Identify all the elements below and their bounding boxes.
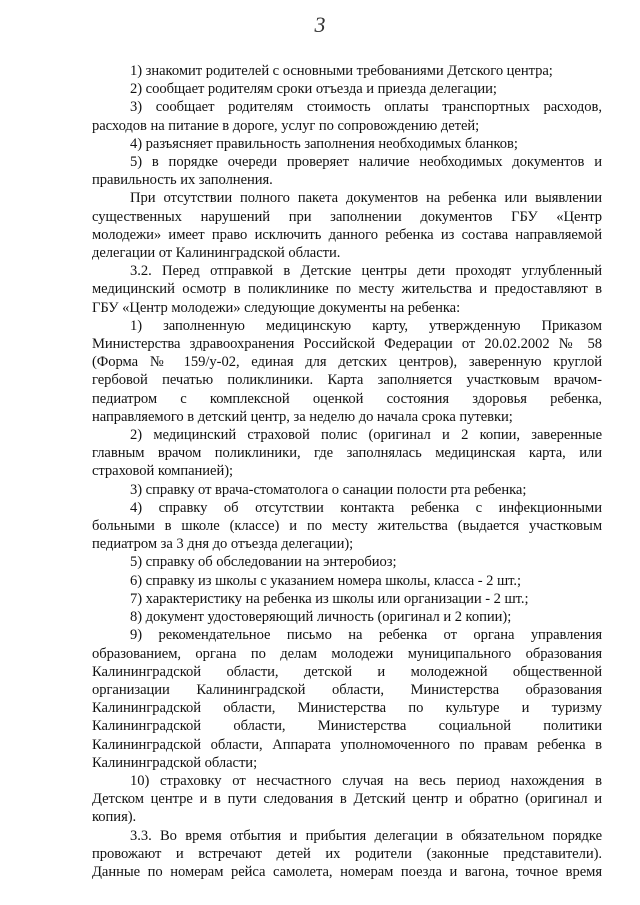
text-line: 3) сообщает родителям стоимость оплаты транспортных расходов, — [130, 99, 602, 116]
text-line: Калининградской области, Министерства социальной политики — [92, 718, 602, 735]
text-line: молодежи» имеет право исключить данного ребенка из состава направляемой — [92, 226, 602, 243]
text-line: правильность их заполнения. — [92, 172, 273, 189]
text-line: Калининградской области; — [92, 754, 258, 771]
text-line: 2) сообщает родителям сроки отъезда и приезда делегации; — [130, 81, 497, 98]
text-line: Детском центре и в пути следования в Детский центр и обратно (оригинал и — [92, 791, 602, 808]
text-line: больными в школе (классе) и по месту жительства (выдается участковым — [92, 518, 602, 535]
text-line: 1) заполненную медицинскую карту, утвержденную Приказом — [130, 317, 602, 334]
text-line: 3.3. Во время отбытия и прибытия делегации в обязательном порядке — [130, 827, 602, 844]
text-line: страховой компанией); — [92, 463, 234, 480]
text-line: ГБУ «Центр молодежи» следующие документы на ребенка: — [92, 299, 461, 316]
text-line: главным врачом поликлиники, где заполнялась медицинская карта, или — [92, 445, 602, 462]
text-line: гербовой печатью поликлиники. Карта заполняется участковым врачом- — [92, 372, 602, 389]
text-line: При отсутствии полного пакета документов на ребенка или выявлении — [130, 190, 602, 207]
text-line: расходов на питание в дороге, услуг по сопровождению детей; — [92, 117, 480, 134]
text-line: 3.2. Перед отправкой в Детские центры дети проходят углубленный — [130, 263, 602, 280]
text-line: Министерства здравоохранения Российской Федерации от 20.02.2002 № 58 — [92, 336, 602, 353]
document-body — [92, 62, 602, 881]
text-line: медицинский осмотр в поликлинике по месту жительства и предоставляют в — [92, 281, 602, 298]
text-line: 5) справку об обследовании на энтеробиоз; — [130, 554, 397, 571]
text-line: Калининградской области, Аппарата уполномоченного по правам ребенка в — [92, 736, 602, 753]
text-line: Калининградской области, детской и молодежной общественной — [92, 663, 602, 680]
text-line: образованием, органа по делам молодежи муниципального образования — [92, 645, 602, 662]
text-line: 3) справку от врача-стоматолога о санации полости рта ребенка; — [130, 481, 527, 498]
text-line: направляемого в детский центр, за неделю до начала срока путевки; — [92, 408, 513, 425]
text-line: делегации от Калининградской области. — [92, 245, 341, 262]
text-line: педиатром с комплексной оценкой состояния здоровья ребенка, — [92, 390, 602, 407]
text-line: 4) справку об отсутствии контакта ребенка с инфекционными — [130, 499, 602, 516]
text-line: копия). — [92, 809, 137, 826]
text-line: существенных нарушений при заполнении документов ГБУ «Центр — [92, 208, 602, 225]
text-line: 6) справку из школы с указанием номера школы, класса - 2 шт.; — [130, 572, 522, 589]
text-line: (Форма № 159/у-02, единая для детских центров), заверенную круглой — [92, 354, 602, 371]
text-line: 7) характеристику на ребенка из школы или организации - 2 шт.; — [130, 590, 529, 607]
text-line: 9) рекомендательное письмо на ребенка от органа управления — [130, 627, 602, 644]
text-line: Калининградской области, Министерства по культуре и туризму — [92, 700, 602, 717]
text-line: 2) медицинский страховой полис (оригинал и 2 копии, заверенные — [130, 427, 602, 444]
text-line: 10) страховку от несчастного случая на весь период нахождения в — [130, 772, 602, 789]
text-line: 1) знакомит родителей с основными требованиями Детского центра; — [130, 63, 553, 79]
text-line: организации Калининградской области, Министерства образования — [92, 681, 602, 698]
text-line: Данные по номерам рейса самолета, номерам поезда и вагона, точное время — [92, 863, 602, 880]
text-line: 5) в порядке очереди проверяет наличие необходимых документов и — [130, 154, 602, 171]
text-line: педиатром за 3 дня до отъезда делегации); — [92, 536, 354, 553]
text-line: 4) разъясняет правильность заполнения необходимых бланков; — [130, 135, 518, 152]
text-line: провожают и встречают детей их родители (законные представители). — [92, 845, 602, 862]
text-line: 8) документ удостоверяющий личность (оригинал и 2 копии); — [130, 609, 512, 626]
page-number: 3 — [314, 12, 326, 37]
